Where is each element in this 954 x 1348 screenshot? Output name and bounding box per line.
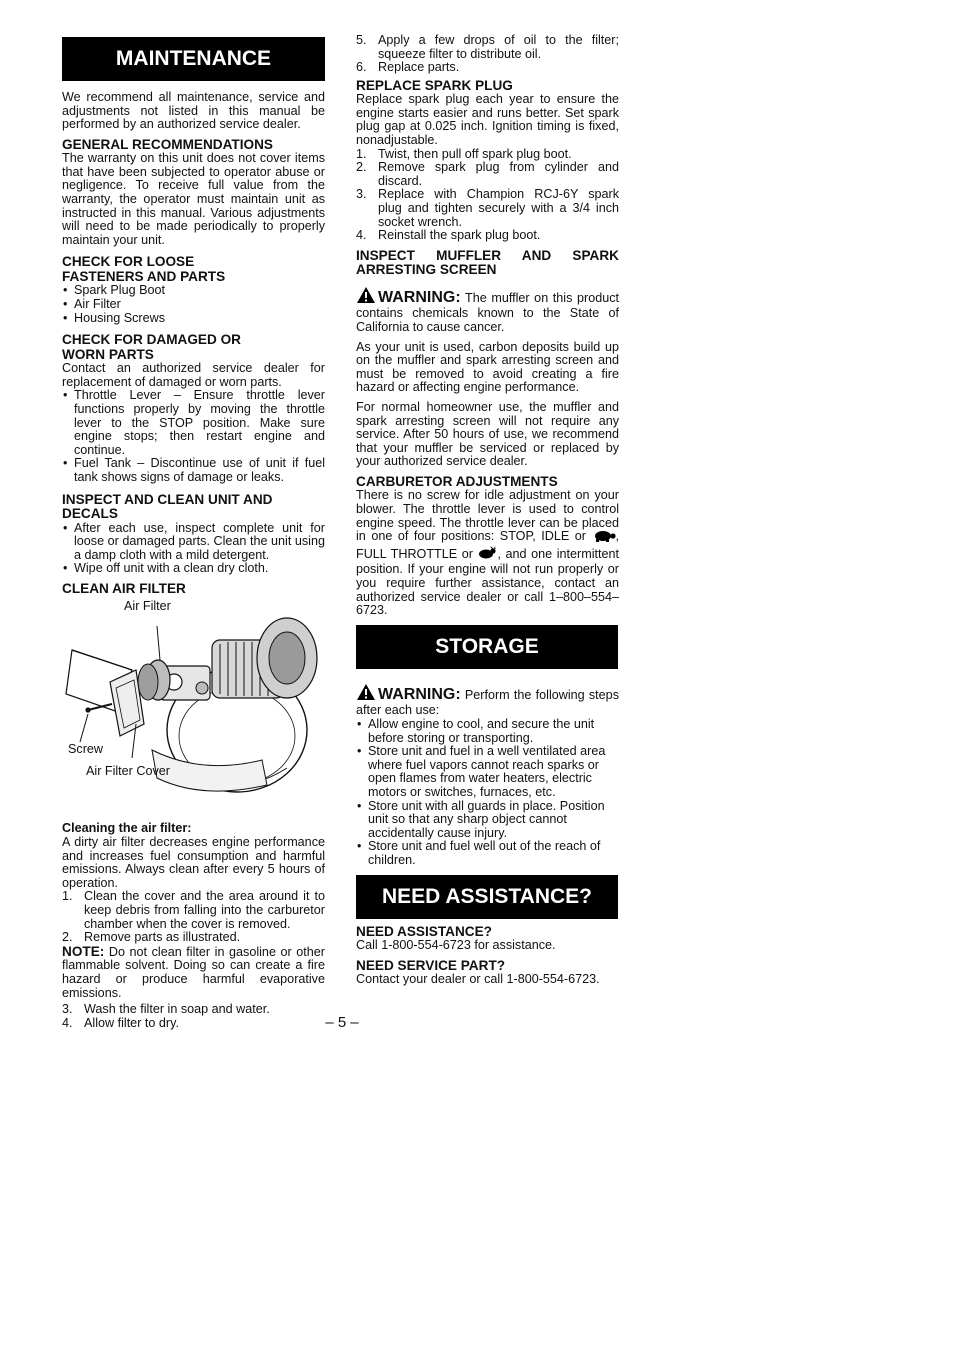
muffler-warning: WARNING: The muffler on this product contains chemicals known to the State of California to cause cancer. [356,286,619,335]
rabbit-icon [477,546,497,564]
warning-triangle-icon [356,286,376,308]
blower-engine-drawing [62,600,325,814]
clean-air-filter-heading: CLEAN AIR FILTER [62,580,186,596]
list-item: 6. Replace parts. [356,60,460,75]
damaged-parts-text: Contact an authorized service dealer for replacement of damaged or worn parts. [62,361,325,389]
muffler-paragraph-2: For normal homeowner use, the muffler and spark arresting screen will not require any service. After 50 hours of use, we recommend that your muffler be serviced or replaced by your authorized service dealer. [356,399,619,469]
list-item: 2. Remove parts as illustrated. [62,930,241,945]
list-item: • Allow engine to cool, and secure the unit before storing or transporting. [356,718,606,745]
list-item: • Housing Screws [62,312,325,326]
left-column [62,34,325,1030]
replace-spark-plug-text: Replace spark plug each year to ensure the engine starts easier and runs better. Set spark plug gap at 0.025 inch. Ignition timing is fixed, nonadjustable. [356,92,619,148]
warning-triangle-icon [356,683,376,705]
list-item: • Wipe off unit with a clean dry cloth. [62,562,325,576]
loose-fasteners-heading: CHECK FOR LOOSE FASTENERS AND PARTS [62,254,226,284]
storage-banner: STORAGE [356,625,618,669]
right-column [356,34,619,987]
need-assistance-heading: NEED ASSISTANCE? [356,923,492,939]
cleaning-air-filter-heading: Cleaning the air filter: [62,821,192,836]
screw-label: Screw [68,742,103,757]
list-item: 4. Reinstall the spark plug boot. [356,228,541,243]
air-filter-label: Air Filter [124,599,171,614]
cleaning-steps-list [62,890,325,944]
list-item: • Store unit and fuel in a well ventilated area where fuel vapors cannot reach sparks or open flames from water heaters, electric motors or switches, furnaces, etc. [356,745,606,799]
list-item: 4. Allow filter to dry. [62,1015,179,1030]
need-service-part-text: Contact your dealer or call 1-800-554-6723. [356,972,600,987]
list-item: • Store unit and fuel well out of the reach of children. [356,840,606,867]
replace-spark-plug-heading: REPLACE SPARK PLUG [356,77,513,93]
need-assistance-banner: NEED ASSISTANCE? [356,875,618,919]
carburetor-adjustments-text: There is no screw for idle adjustment on your blower. The throttle lever is used to control engine speed. The throttle lever can be placed in one of four positions: STOP, IDLE or , FULL THROTTLE or , and one intermittent position. If your engine will not run properly or you require further assistance, contact an authorized service dealer or call 1–800–554–6723. [356,488,620,618]
list-item: 1. Twist, then pull off spark plug boot. [356,146,572,161]
air-filter-illustration [62,600,325,814]
maintenance-banner: MAINTENANCE [62,37,325,81]
inspect-clean-heading: INSPECT AND CLEAN UNIT AND DECALS [62,491,273,522]
air-filter-cover-label: Air Filter Cover [86,764,170,779]
need-assistance-text: Call 1-800-554-6723 for assistance. [356,938,556,952]
muffler-paragraph-1: As your unit is used, carbon deposits build up on the muffler and spark arresting screen and must be removed to avoid creating a fire hazard or affecting engine performance. [356,339,619,395]
list-item: • Store unit with all guards in place. Position unit so that any sharp object cannot accidentally cause injury. [356,800,606,841]
list-item: 5. Apply a few drops of oil to the filter; squeeze filter to distribute oil. [356,33,619,61]
cleaning-steps-list-continued [62,1003,325,1030]
list-item: • After each use, inspect complete unit for loose or damaged parts. Clean the unit using a damp cloth with a mild detergent. [62,522,325,563]
inspect-muffler-heading: INSPECT MUFFLER AND SPARK ARRESTING SCREEN [356,247,619,278]
list-item: 3. Replace with Champion RCJ-6Y spark plug and tighten securely with a 3/4 inch socket wrench. [356,187,619,229]
general-recommendations-heading: GENERAL RECOMMENDATIONS [62,136,273,152]
cleaning-steps-list-final [356,34,619,75]
carburetor-adjustments-heading: CARBURETOR ADJUSTMENTS [356,473,558,489]
list-item: 3. Wash the filter in soap and water. [62,1002,270,1017]
list-item: 1. Clean the cover and the area around it to keep debris from falling into the carburetor chamber when the cover is removed. [62,889,325,931]
damaged-parts-list [62,389,325,484]
spark-plug-steps-list [356,148,619,243]
storage-list [356,718,606,868]
storage-warning: WARNING: Perform the following steps after each use: [356,683,619,718]
turtle-icon [592,530,616,546]
list-item: • Fuel Tank – Discontinue use of unit if fuel tank shows signs of damage or leaks. [62,457,325,484]
list-item: 2. Remove spark plug from cylinder and discard. [356,160,619,188]
maintenance-intro: We recommend all maintenance, service and adjustments not listed in this manual be performed by an authorized service dealer. [62,90,325,132]
note-paragraph: NOTE: Do not clean filter in gasoline or other flammable solvent. Doing so can create a fire hazard or produce harmful evaporative emissions. [62,943,325,1000]
general-recommendations-text: The warranty on this unit does not cover items that have been subjected to operator abuse or negligence. To receive full value from the warranty, the operator must maintain unit as instructed in this manual. Various adjustments will need to be made periodically to properly maintain your unit. [62,151,325,247]
inspect-clean-list [62,522,325,576]
cleaning-air-filter-text: A dirty air filter decreases engine performance and increases fuel consumption and harmful emissions. Always clean after every 5 hours of operation. [62,835,325,890]
damaged-parts-heading: CHECK FOR DAMAGED OR WORN PARTS [62,332,241,362]
page-number: – 5 – [325,1014,359,1031]
list-item: • Spark Plug Boot [62,284,325,298]
loose-fasteners-list [62,284,325,325]
list-item: • Throttle Lever – Ensure throttle lever functions properly by moving the throttle lever to the STOP position. Make sure engine stops; then restart engine and continue. [62,389,325,457]
list-item: • Air Filter [62,298,325,312]
need-service-part-heading: NEED SERVICE PART? [356,957,506,973]
